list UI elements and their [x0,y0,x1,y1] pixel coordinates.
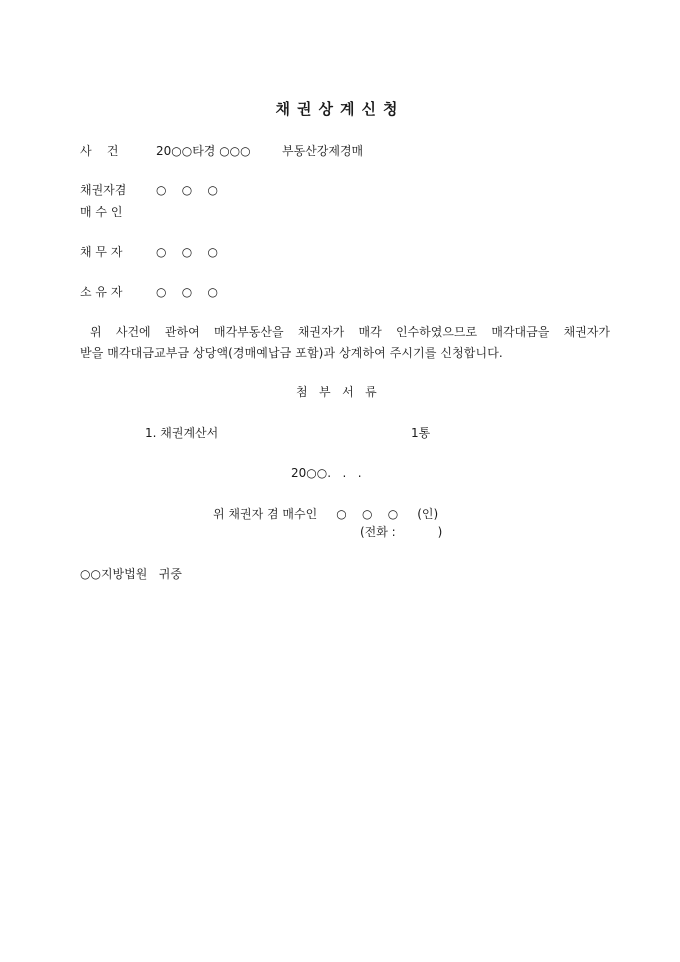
body-line-1: 위 사건에 관하여 매각부동산을 채권자가 매각 인수하였으므로 매각대금을 채권자가 [90,325,610,339]
owner-name: ○ ○ ○ [156,285,218,299]
attachment-count: 1통 [411,426,431,440]
debtor-name: ○ ○ ○ [156,245,218,259]
signature-line: 위 채권자 겸 매수인 ○ ○ ○ (인) [213,507,439,521]
attachments-heading: 첨 부 서 류 [296,385,377,399]
case-type: 부동산강제경매 [282,144,364,158]
court-addressee: ○○지방법원 귀중 [80,567,182,581]
case-label: 사 건 [80,144,119,158]
creditor-buyer-label-line1: 채권자겸 [80,183,127,197]
owner-label: 소 유 자 [80,285,123,299]
debtor-label: 채 무 자 [80,245,123,259]
phone-line: (전화 : ) [360,525,443,539]
case-number: 20○○타경 ○○○ [156,144,251,158]
attachment-item: 1. 채권계산서 [145,426,219,440]
creditor-buyer-label-line2: 매 수 인 [80,205,123,219]
filing-date: 20○○. . . [291,466,362,480]
body-line-2: 받을 매각대금교부금 상당액(경매예납금 포함)과 상계하여 주시기를 신청합니다. [80,346,503,360]
document-title: 채권상계신청 [275,100,405,118]
creditor-buyer-name: ○ ○ ○ [156,183,218,197]
